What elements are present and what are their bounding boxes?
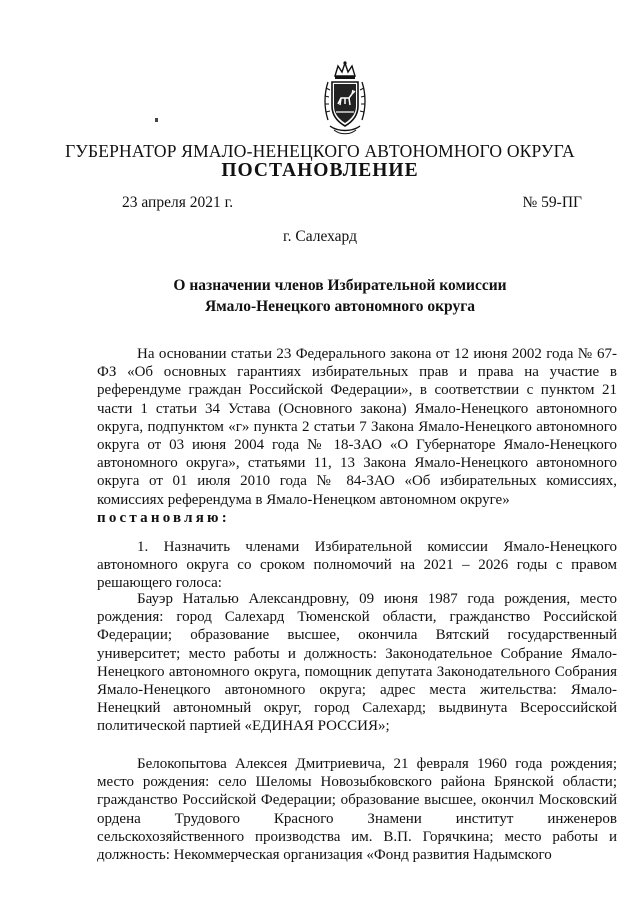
document-title	[100, 275, 580, 317]
preamble-text: На основании статьи 23 Федерального закона от 12 июня 2002 года № 67-ФЗ «Об основных гарантиях избирательных прав и права на участие в референдуме граждан Российской Федерации», в соответствии с пунктом 21 части 1 статьи 34 Устава (Основного закона) Ямало-Ненецкого автономного округа, подпунктом «г» пункта 2 статьи 7 Закона Ямало-Ненецкого автономного округа от 03 июня 2004 года № 18-ЗАО «О Губернаторе Ямало-Ненецкого автономного округа», статьями 11, 13 Закона Ямало-Ненецкого автономного округа от 01 июля 2010 года № 84-ЗАО «Об избирательных комиссиях, комиссиях референдума в Ямало-Ненецком автономном округе»	[97, 346, 617, 508]
document-date: 23 апреля 2021 г.	[122, 194, 234, 211]
document-number: № 59-ПГ	[522, 194, 582, 211]
member-paragraph-1: Бауэр Наталью Александровну, 09 июня 1987 года рождения, место рождения: город Салехард Тюменской области, гражданство Российской Федерации; образование высшее, окончила Вятский государственный университет; место работы и должность: Законодательное Собрание Ямало-Ненецкого автономного округа, помощник депутата Законодательного Собрания Ямало-Ненецкого автономного округа; адрес места жительства: Ямало-Ненецкий автономный округ, город Салехард; выдвинута Всероссийской политической партией «ЕДИНАЯ РОССИЯ»;	[97, 591, 617, 735]
member-paragraph-2: Белокопытова Алексея Дмитриевича, 21 февраля 1960 года рождения; место рождения: село Шеломы Новозыбковского района Брянской области; гражданство Российской Федерации; образование высшее, окончил Московский ордена Трудового Красного Знамени институт инженеров сельскохозяйственного производства им. В.П. Горячкина; место работы и должность: Некоммерческая организация «Фонд развития Надымского	[97, 756, 617, 864]
point-1-paragraph: 1. Назначить членами Избирательной комиссии Ямало-Ненецкого автономного округа со сроком полномочий на 2021 – 2026 годы с правом решающего голоса:	[97, 539, 617, 592]
document-title-line-1: О назначении членов Избирательной комиссии	[173, 277, 507, 294]
document-city: г. Салехард	[283, 228, 357, 245]
document-type-heading: ПОСТАНОВЛЕНИЕ	[221, 160, 419, 181]
scan-mark	[155, 118, 158, 122]
decree-word: постановляю:	[97, 509, 230, 526]
issuing-authority: ГУБЕРНАТОР ЯМАЛО-НЕНЕЦКОГО АВТОНОМНОГО ОКРУГА	[65, 141, 575, 161]
preamble-block	[97, 345, 617, 527]
document-title-line-2: Ямало-Ненецкого автономного округа	[204, 298, 475, 315]
coat-of-arms-icon	[322, 60, 368, 138]
preamble-paragraph	[97, 345, 617, 509]
